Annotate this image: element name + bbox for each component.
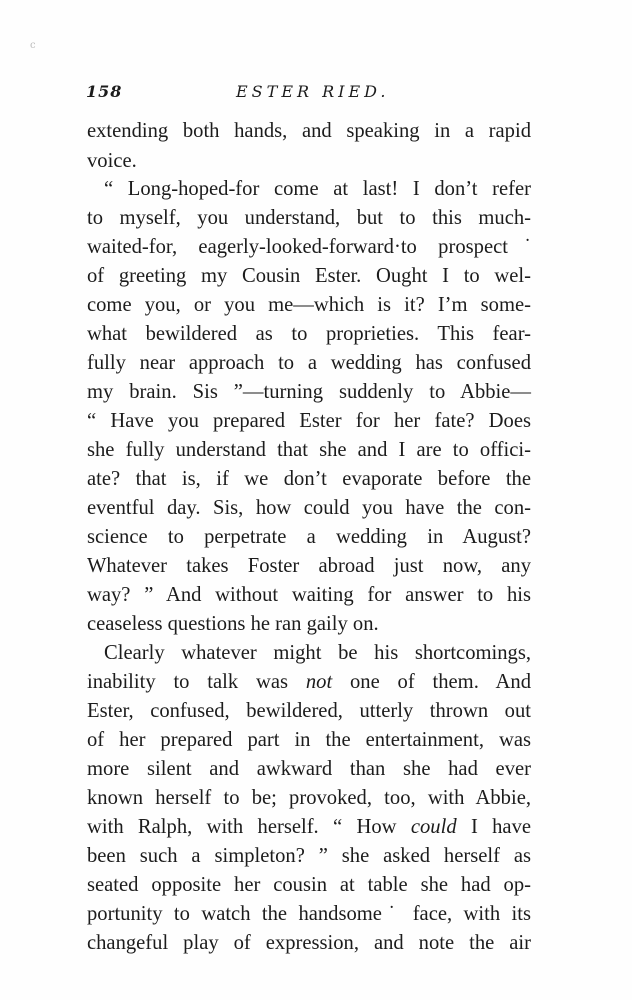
text-line: Clearly whatever might be his shortcomings, bbox=[104, 642, 531, 664]
text-line: changeful play of expression, and note the air bbox=[87, 932, 531, 954]
text-run: inability to talk was bbox=[87, 671, 289, 693]
text-line: waited-for, eagerly-looked-forward·to prospect˙ bbox=[87, 236, 531, 258]
text-line: ceaseless questions he ran gaily on. bbox=[87, 613, 379, 635]
text-line: Ester, confused, bewildered, utterly thrown out bbox=[87, 700, 531, 722]
text-line: more silent and awkward than she had ever bbox=[87, 758, 531, 780]
text-line: portunity to watch the handsome˙ face, with its bbox=[87, 903, 531, 925]
text-line: what bewildered as to proprieties. This fear- bbox=[87, 323, 531, 345]
text-line: my brain. Sis ”—turning suddenly to Abbie— bbox=[87, 381, 531, 403]
text-line: ate? that is, if we don’t evaporate before the bbox=[87, 468, 531, 490]
text-line: “ Long-hoped-for come at last! I don’t refer bbox=[104, 178, 531, 200]
text-line: come you, or you me—which is it? I’m some- bbox=[87, 294, 531, 316]
text-line: she fully understand that she and I are to offici- bbox=[87, 439, 531, 461]
text-line: science to perpetrate a wedding in August? bbox=[87, 526, 531, 548]
text-line: Whatever takes Foster abroad just now, any bbox=[87, 555, 531, 577]
text-line: to myself, you understand, but to this much- bbox=[87, 207, 531, 229]
emphasis: could bbox=[410, 816, 457, 838]
text-run: one of them. And bbox=[350, 671, 531, 693]
text-line: of her prepared part in the entertainment, was bbox=[87, 729, 531, 751]
text-line bbox=[87, 667, 531, 697]
text-line bbox=[87, 812, 531, 842]
text-line: seated opposite her cousin at table she had op- bbox=[87, 874, 531, 896]
text-line: extending both hands, and speaking in a rapid bbox=[87, 120, 531, 142]
text-line: eventful day. Sis, how could you have the con- bbox=[87, 497, 531, 519]
text-run: I have bbox=[470, 816, 532, 838]
running-title: ESTER RIED. bbox=[236, 82, 390, 101]
text-line: of greeting my Cousin Ester. Ought I to wel- bbox=[87, 265, 531, 287]
page-number: 158 bbox=[86, 82, 123, 101]
text-line: known herself to be; provoked, too, with Abbie, bbox=[87, 787, 531, 809]
text-line: fully near approach to a wedding has confused bbox=[87, 352, 531, 374]
running-header bbox=[86, 80, 532, 106]
emphasis: not bbox=[305, 671, 333, 693]
text-line: been such a simpleton? ” she asked herself as bbox=[87, 845, 531, 867]
text-run: with Ralph, with herself. “ How bbox=[87, 816, 397, 838]
text-line: way? ” And without waiting for answer to his bbox=[87, 584, 531, 606]
text-line: “ Have you prepared Ester for her fate? Does bbox=[87, 410, 531, 432]
text-line: voice. bbox=[87, 150, 137, 172]
page-speck: c bbox=[30, 40, 36, 51]
